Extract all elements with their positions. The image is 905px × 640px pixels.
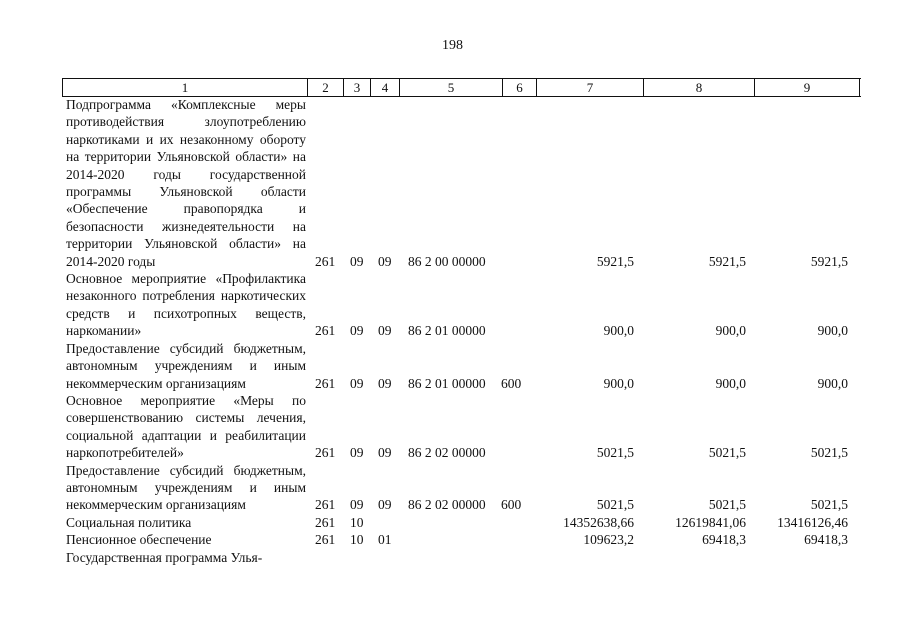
cell-col-6: 600: [501, 375, 522, 391]
cell-col-2: 261: [315, 375, 336, 391]
cell-col-2: 261: [315, 532, 336, 548]
header-col-3: 3: [344, 79, 371, 96]
header-col-6: 6: [503, 79, 537, 96]
cell-col-4: 09: [378, 375, 392, 391]
cell-col-2: [315, 549, 345, 566]
cell-col-9: 5021,5: [810, 497, 848, 513]
cell-col-6: [501, 322, 531, 339]
cell-col-9: 900,0: [817, 375, 848, 391]
cell-col-2: 261: [315, 514, 336, 530]
row-name: Государственная программа Улья-: [66, 549, 263, 565]
header-col-8: 8: [644, 79, 755, 96]
header-col-9: 9: [755, 79, 860, 96]
table-header: [62, 78, 861, 97]
table-row: [0, 270, 905, 340]
cell-col-8: 5021,5: [708, 445, 746, 461]
cell-col-7: 109623,2: [583, 532, 634, 548]
table-row: [0, 96, 905, 270]
row-name: Предоставление субсидий бюджетным, автономным учреждениям и иным некоммерческим организациям: [66, 462, 306, 513]
cell-col-3: 09: [350, 253, 364, 269]
cell-col-8: [640, 549, 746, 566]
cell-col-8: 5921,5: [708, 253, 746, 269]
row-name: Подпрограмма «Комплексные меры противодействия злоупотреблению наркотиками и их незаконному обороту на территории Ульяновской области» на 2014-2020 годы государственной программы Ульяновской области «Обеспечение правопорядка и безопасности жизнедеятельности на территории Ульяновской области» на 2014-2020 годы: [66, 97, 306, 269]
cell-col-3: 09: [350, 375, 364, 391]
cell-col-5: [408, 514, 508, 531]
cell-col-6: [501, 549, 531, 566]
cell-col-8: 5021,5: [708, 497, 746, 513]
cell-col-5: 86 2 01 00000: [408, 375, 486, 391]
cell-col-8: 900,0: [715, 375, 746, 391]
cell-col-2: 261: [315, 323, 336, 339]
cell-col-3: 10: [350, 514, 364, 530]
cell-col-4: [378, 514, 396, 531]
cell-col-4: 09: [378, 253, 392, 269]
cell-col-8: 69418,3: [702, 532, 746, 548]
cell-col-8: 900,0: [715, 323, 746, 339]
cell-col-9: 69418,3: [804, 532, 848, 548]
table-row: [0, 340, 905, 392]
cell-col-7: [534, 549, 634, 566]
table-row: [0, 392, 905, 462]
cell-col-8: 12619841,06: [675, 514, 746, 530]
cell-col-9: 13416126,46: [777, 514, 848, 530]
cell-col-2: 261: [315, 445, 336, 461]
cell-col-6: [501, 444, 531, 461]
row-name: Социальная политика: [66, 514, 192, 530]
cell-col-3: [350, 549, 368, 566]
cell-col-5: [408, 531, 508, 548]
row-name: Пенсионное обеспечение: [66, 532, 212, 548]
cell-col-3: 09: [350, 497, 364, 513]
cell-col-7: 5021,5: [596, 497, 634, 513]
cell-col-7: 900,0: [603, 375, 634, 391]
cell-col-6: 600: [501, 497, 522, 513]
cell-col-5: [408, 549, 508, 566]
cell-col-5: 86 2 00 00000: [408, 253, 486, 269]
header-col-4: 4: [371, 79, 400, 96]
cell-col-9: 5021,5: [810, 445, 848, 461]
table-row: [0, 462, 905, 514]
table-row: [0, 514, 905, 531]
cell-col-4: 01: [378, 532, 392, 548]
row-name: Основное мероприятие «Меры по совершенствованию системы лечения, социальной адаптации и реабилитации наркопотребителей»: [66, 392, 306, 461]
cell-col-7: 5021,5: [596, 445, 634, 461]
cell-col-5: 86 2 01 00000: [408, 323, 486, 339]
cell-col-4: 09: [378, 497, 392, 513]
cell-col-9: 5921,5: [810, 253, 848, 269]
cell-col-2: 261: [315, 253, 336, 269]
cell-col-6: [501, 514, 531, 531]
cell-col-7: 900,0: [603, 323, 634, 339]
cell-col-5: 86 2 02 00000: [408, 497, 486, 513]
cell-col-4: 09: [378, 445, 392, 461]
cell-col-6: [501, 253, 531, 270]
cell-col-3: 09: [350, 445, 364, 461]
cell-col-3: 09: [350, 323, 364, 339]
row-name: Основное мероприятие «Профилактика незаконного потребления наркотических средств и психотропных веществ, наркомании»: [66, 271, 306, 339]
cell-col-9: 900,0: [817, 323, 848, 339]
header-col-2: 2: [308, 79, 344, 96]
header-col-7: 7: [537, 79, 644, 96]
cell-col-5: 86 2 02 00000: [408, 445, 486, 461]
cell-col-7: 5921,5: [596, 253, 634, 269]
cell-col-4: [378, 549, 396, 566]
table-body: [0, 96, 905, 566]
cell-col-6: [501, 531, 531, 548]
cell-col-9: [750, 549, 848, 566]
cell-col-7: 14352638,66: [563, 514, 634, 530]
table-row: [0, 549, 905, 566]
cell-col-3: 10: [350, 532, 364, 548]
cell-col-4: 09: [378, 323, 392, 339]
header-col-5: 5: [400, 79, 503, 96]
row-name: Предоставление субсидий бюджетным, автономным учреждениям и иным некоммерческим организациям: [66, 340, 306, 391]
table-row: [0, 531, 905, 548]
header-col-1: 1: [63, 79, 308, 96]
page-number: 198: [442, 38, 463, 53]
cell-col-2: 261: [315, 497, 336, 513]
